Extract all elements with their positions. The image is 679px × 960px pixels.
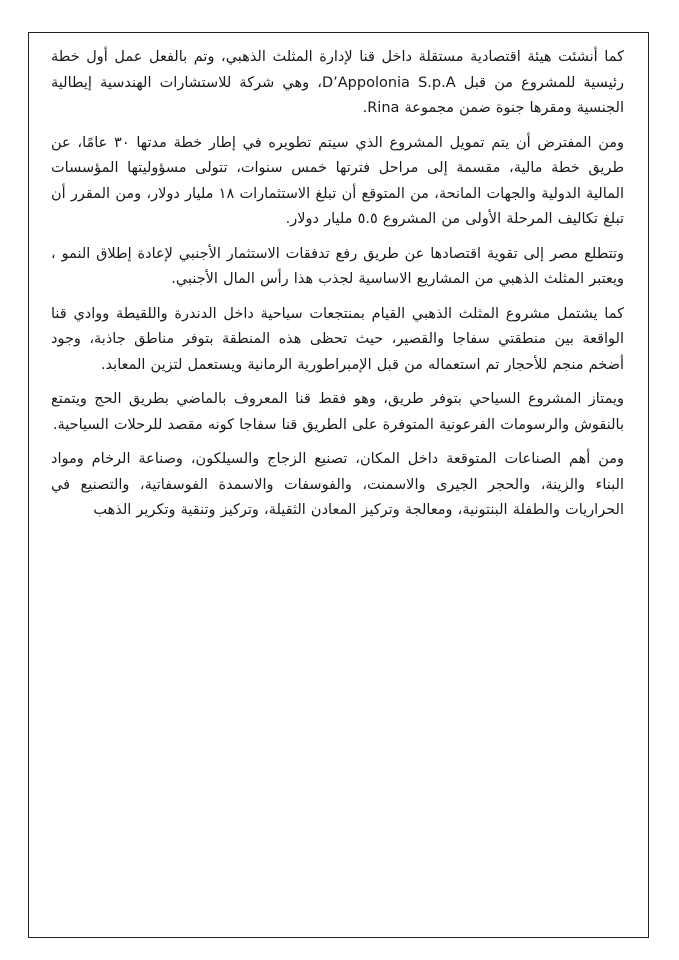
paragraph-foreign-investment: وتتطلع مصر إلى تقوية اقتصادها عن طريق رفع تدفقات الاستثمار الأجنبي لإعادة إطلاق النمو ، ويعتبر المثلث الذهبي من المشاريع الاساسية لجذب هذا رأس المال الأجنبي. [51,245,624,287]
document-page [28,32,649,938]
paragraph-tourism-road: ويمتاز المشروع السياحي بتوفر طريق، وهو فقط قنا المعروف بالماضي بطريق الحج ويتمتع بالنقوش والرسومات الفرعونية المتوفرة على الطريق قنا سفاجا كونه مقصد للرحلات السياحية. [51,391,624,433]
paragraph-project-funding: ومن المفترض أن يتم تمويل المشروع الذي سيتم تطويره في إطار خطة مدتها ٣٠ عامًا، عن طريق خطة مالية، مقسمة إلى مراحل فترتها خمس سنوات، تتولى مسؤوليتها المؤسسات المالية الدولية والجهات المانحة، من المتوقع أن تبلغ الاستثمارات ١٨ مليار دولار، ومن المقرر أن تبلغ تكاليف المرحلة الأولى من المشروع ٥.٥ مليار دولار. [51,134,624,227]
paragraph-tourist-resorts: كما يشتمل مشروع المثلث الذهبي القيام بمنتجعات سياحية داخل الدندرة واللقيطة ووادي قنا الواقعة بين منطقتي سفاجا والقصير، حيث تحظى هذه المنطقة بتوفر مناطق جاذبة، وجود أضخم منجم للأحجار تم استعماله من قبل الإمبراطورية الرمانية ويستعمل لتزين المعابد. [51,305,624,373]
paragraph-expected-industries: ومن أهم الصناعات المتوقعة داخل المكان، تصنيع الزجاج والسيلكون، وصناعة الرخام ومواد البناء والزينة، والحجر الجيرى والاسمنت، والفوسفات والاسمدة الفوسفاتية، والتصنيع في الحراريات والطفلة البنتونية، ومعالجة وتركيز المعادن الثقيلة، وتركيز وتنقية وتكرير الذهب [51,451,624,518]
paragraph-management-authority: كما أنشئت هيئة اقتصادية مستقلة داخل قنا لإدارة المثلث الذهبي، وتم بالفعل عمل أول خطة رئيسية للمشروع من قبل D’Appolonia S.p.A، وهي شركة للاستشارات الهندسية إيطالية الجنسية ومقرها جنوة ضمن مجموعة Rina. [51,49,625,116]
